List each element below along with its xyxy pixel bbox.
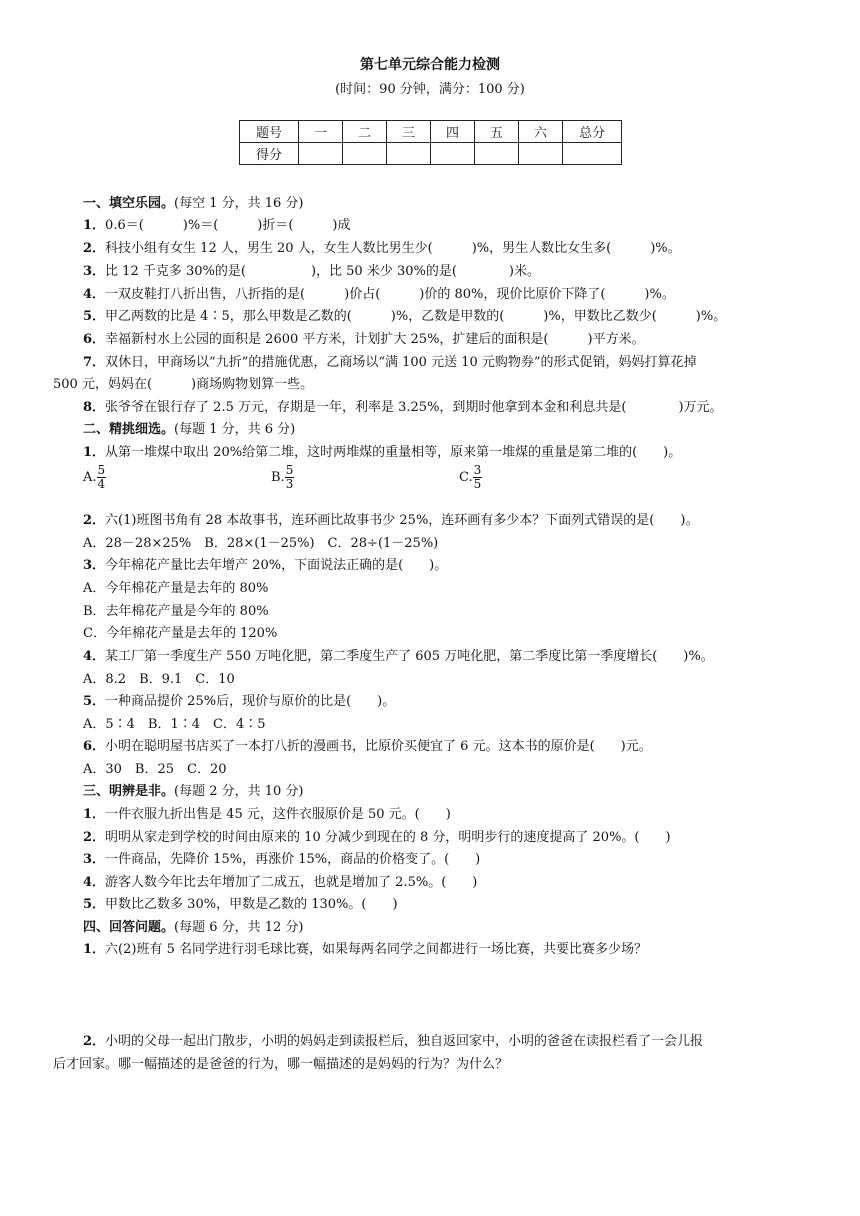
s2-question-1-options	[83, 464, 783, 500]
s3-question-5	[83, 893, 398, 912]
score-cell: 五	[475, 121, 519, 143]
question-text: 双休日，甲商场以“九折”的措施优惠，乙商场以“满 100 元送 10 元购物券”的形式促销，妈妈打算花掉	[105, 355, 697, 370]
question-number: 4．	[83, 287, 106, 302]
score-blank-cell	[519, 143, 563, 165]
score-cell: 题号	[240, 121, 299, 143]
question-number: 3．	[83, 264, 106, 279]
s2-question-3-option-b: B．去年棉花产量是今年的 80%	[83, 604, 269, 619]
question-number: 3．	[83, 558, 106, 573]
section-2-heading	[83, 418, 295, 437]
s1-question-8	[83, 396, 723, 415]
question-text: 游客人数今年比去年增加了二成五，也就是增加了 2.5%。( )	[105, 875, 478, 890]
score-cell: 六	[519, 121, 563, 143]
score-table	[239, 120, 622, 165]
question-text: 一双皮鞋打八折出售，八折指的是( )价占( )价的 80%，现价比原价下降了( )%。	[105, 287, 675, 302]
s2-question-2-options: A．28－28×25% B．28×(1－25%) C．28÷(1－25%)	[83, 536, 439, 551]
s1-question-4	[83, 283, 675, 302]
score-blank-cell	[475, 143, 519, 165]
s1-question-2	[83, 237, 681, 256]
section-1-points: (每空 1 分，共 16 分)	[174, 196, 304, 211]
question-number: 1．	[83, 218, 106, 233]
score-blank-cell	[431, 143, 475, 165]
score-cell: 总分	[563, 121, 622, 143]
fraction	[473, 464, 483, 491]
question-text: 甲乙两数的比是 4∶5，那么甲数是乙数的( )%，乙数是甲数的( )%，甲数比乙数少( )%。	[105, 309, 727, 324]
question-text: 明明从家走到学校的时间由原来的 10 分减少到现在的 8 分，明明步行的速度提高了 20%。( )	[105, 830, 671, 845]
option-a	[83, 464, 106, 491]
section-3-points: (每题 2 分，共 10 分)	[174, 784, 304, 799]
section-2-title: 二、精挑细选。	[83, 422, 175, 437]
question-number: 2．	[83, 241, 106, 256]
section-3-title: 三、明辨是非。	[83, 784, 175, 799]
question-number: 5．	[83, 694, 106, 709]
score-table-score-row	[240, 143, 622, 165]
s1-question-7	[83, 351, 697, 370]
s4-question-2-cont: 后才回家。哪一幅描述的是爸爸的行为，哪一幅描述的是妈妈的行为？为什么？	[53, 1057, 509, 1072]
section-4-title: 四、回答问题。	[83, 920, 175, 935]
score-blank-cell	[387, 143, 431, 165]
fraction-numerator: 5	[97, 463, 106, 477]
question-text: 0.6＝( )%＝( )折＝( )成	[105, 218, 351, 233]
question-number: 8．	[83, 400, 106, 415]
s2-question-1	[83, 441, 681, 460]
s2-question-3-option-a: A．今年棉花产量是去年的 80%	[83, 581, 269, 596]
score-table-header-row	[240, 121, 622, 143]
fraction-numerator: 5	[285, 463, 294, 477]
section-1-title: 一、填空乐园。	[83, 196, 175, 211]
score-cell: 得分	[240, 143, 299, 165]
question-text: 今年棉花产量比去年增产 20%，下面说法正确的是( )。	[105, 558, 448, 573]
s3-question-4	[83, 871, 477, 890]
s2-question-4	[83, 645, 714, 664]
question-number: 6．	[83, 739, 106, 754]
question-text: 幸福新村水上公园的面积是 2600 平方米，计划扩大 25%，扩建后的面积是( )平方米。	[105, 332, 645, 347]
fraction-denominator: 5	[473, 477, 482, 491]
fraction-denominator: 4	[97, 477, 106, 491]
question-number: 3．	[83, 852, 106, 867]
score-blank-cell	[343, 143, 387, 165]
s1-question-6	[83, 328, 645, 347]
question-text: 一种商品提价 25%后，现价与原价的比是( )。	[105, 694, 396, 709]
page-subtitle: (时间：90 分钟，满分：100 分)	[335, 82, 525, 97]
question-number: 1．	[83, 445, 106, 460]
question-text: 比 12 千克多 30%的是( )，比 50 米少 30%的是( )米。	[105, 264, 541, 279]
s2-question-4-options: A．8.2 B．9.1 C．10	[83, 672, 235, 687]
s4-question-1	[83, 938, 647, 957]
s3-question-2	[83, 826, 671, 845]
question-text: 小明的父母一起出门散步，小明的妈妈走到读报栏后，独自返回家中，小明的爸爸在读报栏看了一会儿报	[105, 1034, 704, 1049]
fraction	[97, 464, 107, 491]
s1-question-7-cont: 500 元，妈妈在( )商场购物划算一些。	[53, 377, 314, 392]
s2-question-6-options: A．30 B．25 C．20	[83, 762, 227, 777]
score-cell: 三	[387, 121, 431, 143]
score-cell: 二	[343, 121, 387, 143]
option-letter: A.	[83, 470, 97, 485]
option-b	[271, 464, 294, 491]
fraction-denominator: 3	[285, 477, 294, 491]
question-number: 6．	[83, 332, 106, 347]
question-text: 甲数比乙数多 30%，甲数是乙数的 130%。( )	[105, 897, 398, 912]
question-text: 张爷爷在银行存了 2.5 万元，存期是一年，利率是 3.25%，到期时他拿到本金和利息共是( )万元。	[105, 400, 723, 415]
s2-question-5	[83, 690, 395, 709]
question-text: 小明在聪明屋书店买了一本打八折的漫画书，比原价买便宜了 6 元。这本书的原价是( )元。	[105, 739, 652, 754]
option-c	[459, 464, 482, 491]
s1-question-1	[83, 214, 351, 233]
s2-question-3-option-c: C．今年棉花产量是去年的 120%	[83, 626, 278, 641]
fraction-numerator: 3	[473, 463, 482, 477]
section-1-heading	[83, 192, 304, 211]
s1-question-5	[83, 305, 726, 324]
score-cell: 四	[431, 121, 475, 143]
s2-question-5-options: A．5∶4 B．1∶4 C．4∶5	[83, 717, 266, 732]
section-3-heading	[83, 780, 304, 799]
s4-question-2	[83, 1030, 703, 1049]
question-text: 一件商品，先降价 15%，再涨价 15%，商品的价格变了。( )	[105, 852, 481, 867]
question-text: 科技小组有女生 12 人，男生 20 人，女生人数比男生少( )%，男生人数比女生多( )%。	[105, 241, 681, 256]
s2-question-6	[83, 735, 652, 754]
question-text: 某工厂第一季度生产 550 万吨化肥，第二季度生产了 605 万吨化肥，第二季度比第一季度增长( )%。	[105, 649, 714, 664]
question-number: 1．	[83, 942, 106, 957]
s1-question-3	[83, 260, 540, 279]
section-4-points: (每题 6 分，共 12 分)	[174, 920, 304, 935]
s3-question-1	[83, 803, 451, 822]
score-cell: 一	[299, 121, 343, 143]
question-number: 5．	[83, 309, 106, 324]
question-number: 4．	[83, 649, 106, 664]
question-number: 2．	[83, 830, 106, 845]
question-text: 一件衣服九折出售是 45 元，这件衣服原价是 50 元。( )	[105, 807, 451, 822]
question-number: 2．	[83, 513, 106, 528]
question-number: 2．	[83, 1034, 106, 1049]
fraction	[285, 464, 295, 491]
s2-question-2	[83, 509, 698, 528]
option-letter: B.	[271, 470, 285, 485]
option-letter: C.	[459, 470, 473, 485]
section-4-heading	[83, 916, 304, 935]
question-number: 5．	[83, 897, 106, 912]
question-text: 六(1)班图书角有 28 本故事书，连环画比故事书少 25%，连环画有多少本？下面列式错误的是( )。	[105, 513, 699, 528]
section-2-points: (每题 1 分，共 6 分)	[174, 422, 296, 437]
question-text: 六(2)班有 5 名同学进行羽毛球比赛，如果每两名同学之间都进行一场比赛，共要比赛多少场？	[105, 942, 647, 957]
question-number: 4．	[83, 875, 106, 890]
question-number: 7．	[83, 355, 106, 370]
page-title: 第七单元综合能力检测	[360, 57, 500, 73]
score-blank-cell	[299, 143, 343, 165]
s2-question-3	[83, 554, 447, 573]
question-text: 从第一堆煤中取出 20%给第二堆，这时两堆煤的重量相等，原来第一堆煤的重量是第二堆的( )。	[105, 445, 682, 460]
s3-question-3	[83, 848, 480, 867]
question-number: 1．	[83, 807, 106, 822]
score-blank-cell	[563, 143, 622, 165]
